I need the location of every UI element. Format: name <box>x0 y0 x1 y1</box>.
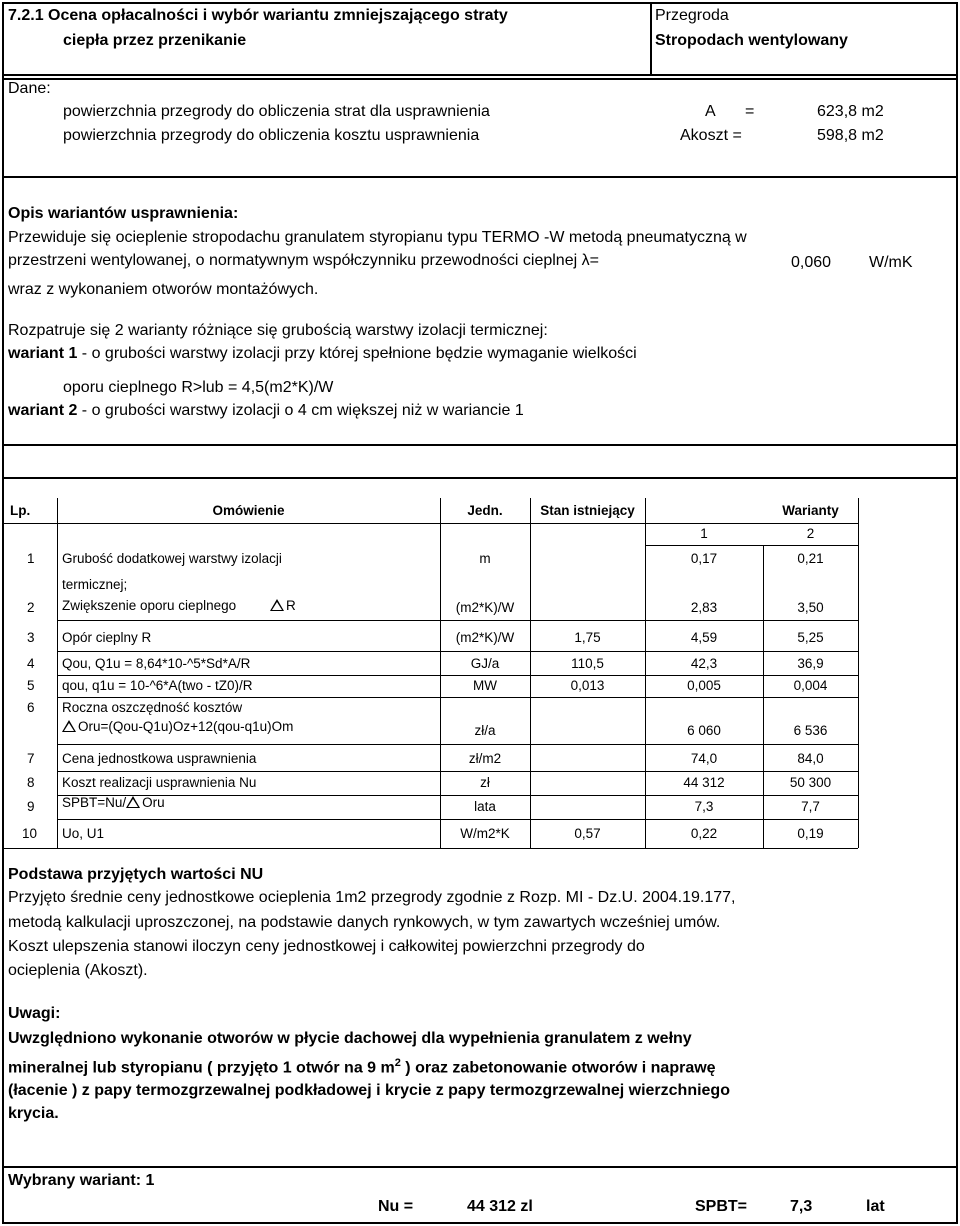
table-row-v2: 0,004 <box>793 678 828 693</box>
given-label: Dane: <box>8 80 51 97</box>
variant2-label: wariant 2 <box>8 402 78 419</box>
table-row-v2: 7,7 <box>801 799 820 814</box>
table-row-v2: 0,21 <box>797 551 824 566</box>
table-row-lp: 3 <box>27 630 35 645</box>
notes-line1: Uwzględniono wykonanie otworów w płycie dachowej dla wypełnienia granulatem z wełny <box>8 1030 692 1047</box>
col-header-v1: 1 <box>700 526 708 541</box>
table-row-unit: (m2*K)/W <box>455 600 515 615</box>
col-header-lp: Lp. <box>10 503 31 518</box>
row-line <box>57 697 858 698</box>
table-row-symbol: R <box>270 598 296 613</box>
row-line <box>57 744 858 745</box>
page-title-line1: 7.2.1 Ocena opłacalności i wybór wariantu zmniejszającego straty <box>8 7 508 24</box>
basis-line3: Koszt ulepszenia stanowi iloczyn ceny jednostkowej i całkowitej powierzchni przegrody do <box>8 938 645 955</box>
basis-heading: Podstawa przyjętych wartości NU <box>8 866 264 883</box>
table-row-unit: (m2*K)/W <box>455 630 515 645</box>
table-row-v1: 7,3 <box>694 799 714 814</box>
table-row-v1: 6 060 <box>687 723 721 738</box>
table-top-line <box>2 477 958 479</box>
given-bottom-line <box>2 176 958 178</box>
notes-line3: (łacenie ) z papy termozgrzewalnej podkładowej i krycie z papy termozgrzewalnej wierzchniego <box>8 1082 730 1099</box>
table-row-lp: 8 <box>27 775 35 790</box>
table-variants-line <box>645 545 858 546</box>
variants-line4: Rozpatruje się 2 warianty różniące się grubością warstwy izolacji termicznej: <box>8 322 548 339</box>
nu-label: Nu = <box>378 1198 414 1215</box>
table-row-v1: 0,005 <box>687 678 721 693</box>
given-row2-text: powierzchnia przegrody do obliczenia kosztu usprawnienia <box>63 127 480 144</box>
table-row-v1: 74,0 <box>690 751 718 766</box>
table-row-v1: 42,3 <box>690 656 718 671</box>
notes-heading: Uwagi: <box>8 1005 61 1022</box>
variants-line3: wraz z wykonaniem otworów montażówych. <box>8 281 319 298</box>
table-row-unit: zł <box>480 775 490 790</box>
given-row1-value: 623,8 m2 <box>817 103 884 120</box>
table-row-desc: SPBT=Nu/ Oru <box>62 795 165 810</box>
row-line <box>57 819 858 820</box>
table-row-desc: Grubość dodatkowej warstwy izolacji <box>62 551 282 566</box>
delta-icon <box>126 796 140 808</box>
table-row-v2: 50 300 <box>789 775 832 790</box>
table-row-unit: lata <box>474 799 496 814</box>
table-row-state: 1,75 <box>574 630 601 645</box>
lambda-unit: W/mK <box>869 254 913 271</box>
table-row-unit: zł/a <box>474 723 496 738</box>
row-line <box>2 848 858 849</box>
basis-line4: ocieplenia (Akoszt). <box>8 962 148 979</box>
table-row-state: 0,57 <box>574 826 601 841</box>
table-row-lp: 10 <box>22 826 38 841</box>
col-header-variants: Warianty <box>782 503 839 518</box>
table-row-desc2: termicznej; <box>62 577 128 592</box>
table-row-state: 110,5 <box>571 656 604 671</box>
table-row-v1: 2,83 <box>690 600 718 615</box>
table-row-lp: 6 <box>27 700 35 715</box>
table-row-desc: Qou, Q1u = 8,64*10-^5*Sd*A/R <box>62 656 251 671</box>
table-row-v1: 4,59 <box>690 630 718 645</box>
table-row-lp: 4 <box>27 656 35 671</box>
table-row-unit: GJ/a <box>470 656 500 671</box>
table-row-v2: 84,0 <box>797 751 824 766</box>
table-row-v2: 3,50 <box>797 600 824 615</box>
variant1-text: - o grubości warstwy izolacji przy której spełnione będzie wymaganie wielkości <box>77 345 637 362</box>
notes-line4: krycia. <box>8 1105 59 1122</box>
table-row-lp: 5 <box>27 678 35 693</box>
table-row-unit: m <box>479 551 491 566</box>
table-row-v2: 36,9 <box>797 656 824 671</box>
row-line <box>57 771 858 772</box>
table-row-v2: 6 536 <box>793 723 828 738</box>
header-bottom-line <box>2 74 958 76</box>
delta-icon <box>270 599 284 611</box>
spbt-value: 7,3 <box>790 1198 813 1215</box>
table-row-desc: Uo, U1 <box>62 826 105 841</box>
table-row-desc: Opór cieplny R <box>62 630 152 645</box>
row-line <box>57 651 858 652</box>
col-header-state: Stan istniejący <box>540 503 635 518</box>
variant1-label: wariant 1 <box>8 345 78 362</box>
col-header-unit: Jedn. <box>467 503 503 518</box>
nu-value: 44 312 zl <box>467 1198 533 1215</box>
row-line <box>57 795 858 796</box>
variants-heading: Opis wariantów usprawnienia: <box>8 205 239 222</box>
table-row-desc: Roczna oszczędność kosztów <box>62 700 243 715</box>
table-row-lp: 7 <box>27 751 35 766</box>
basis-line1: Przyjęto średnie ceny jednostkowe ocieplenia 1m2 przegrody zgodnie z Rozp. MI - Dz.U. 2004.19.177, <box>8 889 736 906</box>
table-row-lp: 1 <box>27 551 35 566</box>
delta-icon <box>62 720 76 732</box>
given-row2-value: 598,8 m2 <box>817 127 884 144</box>
desc-bottom-line <box>2 444 958 446</box>
lambda-value: 0,060 <box>791 254 832 271</box>
table-row-desc: Zwiększenie oporu cieplnego <box>62 598 237 613</box>
basis-line2: metodą kalkulacji uproszczonej, na podstawie danych rynkowych, w tym zawartych wcześniej umów. <box>8 914 721 931</box>
table-header-line <box>2 523 858 524</box>
variant2-text: - o grubości warstwy izolacji o 4 cm większej niż w wariancie 1 <box>77 402 524 419</box>
header-bottom-line-2 <box>2 78 958 80</box>
table-row-v2: 0,19 <box>797 826 824 841</box>
table-row-desc: Cena jednostkowa usprawnienia <box>62 751 257 766</box>
table-row-v2: 5,25 <box>797 630 824 645</box>
variant1-line <box>8 345 637 363</box>
notes-line2: mineralnej lub styropianu ( przyjęto 1 otwór na 9 $m^2$ ) oraz zabetonowanie otworów i naprawę <box>8 1057 716 1077</box>
table-row-state: 0,013 <box>570 678 605 693</box>
given-row2-symbol: Akoszt = <box>680 127 742 144</box>
spbt-unit: lat <box>866 1198 885 1215</box>
page-title-line2: ciepła przez przenikanie <box>63 32 247 49</box>
given-row1-eq: = <box>745 103 755 120</box>
given-row1-text: powierzchnia przegrody do obliczenia strat dla usprawnienia <box>63 103 490 120</box>
table-col-line-6 <box>858 498 859 848</box>
table-row-v1: 0,22 <box>690 826 718 841</box>
table-row-unit: W/m2*K <box>460 826 510 841</box>
table-row-lp: 9 <box>27 799 35 814</box>
table-row-desc: Koszt realizacji usprawnienia Nu <box>62 775 257 790</box>
row-line <box>57 675 858 676</box>
col-header-desc: Omówienie <box>212 503 285 518</box>
variants-line1: Przewiduje się ocieplenie stropodachu granulatem styropianu typu TERMO -W metodą pneumatyczną w <box>8 229 747 246</box>
col-header-v2: 2 <box>806 526 815 541</box>
table-row-lp: 2 <box>27 600 35 615</box>
given-row1-symbol: A <box>705 103 716 120</box>
partition-value: Stropodach wentylowany <box>655 32 848 49</box>
footer-top-line <box>2 1166 958 1168</box>
variant2-line <box>8 402 524 420</box>
spbt-label: SPBT= <box>695 1198 748 1215</box>
table-row-desc2: Oru=(Qou-Q1u)Oz+12(qou-q1u)Om <box>62 719 293 734</box>
table-row-v1: 44 312 <box>683 775 725 790</box>
header-divider <box>650 2 652 76</box>
table-row-unit: MW <box>473 678 497 693</box>
row-line <box>57 620 858 621</box>
variants-line2: przestrzeni wentylowanej, o normatywnym współczynniku przewodności cieplnej λ= <box>8 252 599 269</box>
table-row-desc: qou, q1u = 10-^6*A(two - tZ0)/R <box>62 678 253 693</box>
variant1-cont: oporu cieplnego R>lub = 4,5(m2*K)/W <box>63 379 334 396</box>
table-row-v1: 0,17 <box>690 551 718 566</box>
table-row-unit: zł/m2 <box>468 751 502 766</box>
partition-label: Przegroda <box>655 7 729 24</box>
chosen-variant: Wybrany wariant: 1 <box>8 1172 155 1189</box>
